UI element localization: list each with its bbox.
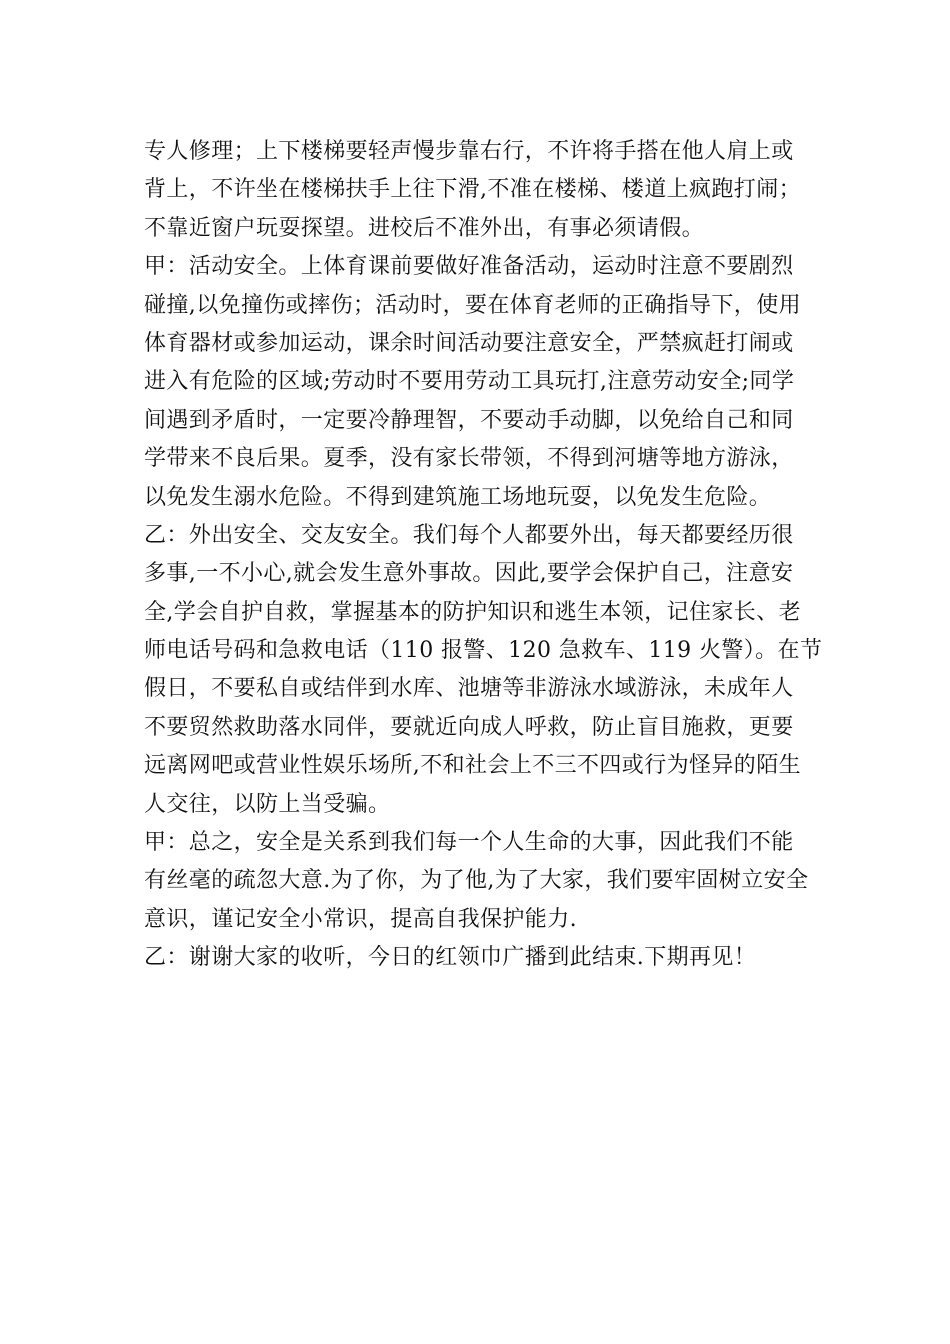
text-line: 间遇到矛盾时，一定要冷静理智，不要动手动脚，以免给自己和同 xyxy=(144,407,794,433)
text-line: 背上，不许坐在楼梯扶手上往下滑,不准在楼梯、楼道上疯跑打闹； xyxy=(144,177,801,203)
text-line: 不要贸然救助落水同伴，要就近向成人呼救，防止盲目施救，更要 xyxy=(144,714,794,740)
text-line: 学带来不良后果。夏季，没有家长带领，不得到河塘等地方游泳， xyxy=(144,446,794,472)
text-line: 意识，谨记安全小常识，提高自我保护能力. xyxy=(144,906,577,932)
text-line: 专人修理；上下楼梯要轻声慢步靠右行，不许将手搭在他人肩上或 xyxy=(144,139,794,164)
text-line: 多事,一不小心,就会发生意外事故。因此,要学会保护自己，注意安 xyxy=(144,561,794,587)
text-line: 进入有危险的区域;劳动时不要用劳动工具玩打,注意劳动安全;同学 xyxy=(144,369,795,395)
text-line: 甲：活动安全。上体育课前要做好准备活动，运动时注意不要剧烈 xyxy=(144,254,794,280)
text-line: 人交往，以防上当受骗。 xyxy=(144,791,391,817)
document-body xyxy=(144,133,824,978)
text-line: 全,学会自护自救，掌握基本的防护知识和逃生本领，记住家长、老 xyxy=(144,599,801,625)
text-line: 远离网吧或营业性娱乐场所,不和社会上不三不四或行为怪异的陌生 xyxy=(144,753,801,779)
text-line: 有丝毫的疏忽大意.为了你，为了他,为了大家，我们要牢固树立安全 xyxy=(144,868,809,894)
text-line: 不靠近窗户玩耍探望。进校后不准外出，有事必须请假。 xyxy=(144,215,705,241)
text-line: 体育器材或参加运动，课余时间活动要注意安全，严禁疯赶打闹或 xyxy=(144,330,794,356)
text-line: 乙：谢谢大家的收听，今日的红领巾广播到此结束.下期再见！ xyxy=(144,945,757,971)
text-line: 甲：总之，安全是关系到我们每一个人生命的大事，因此我们不能 xyxy=(144,830,794,856)
text-line: 以免发生溺水危险。不得到建筑施工场地玩耍，以免发生危险。 xyxy=(144,484,772,510)
text-line: 师电话号码和急救电话（110 报警、120 急救车、119 火警）。在节 xyxy=(144,638,823,664)
text-line: 乙：外出安全、交友安全。我们每个人都要外出，每天都要经历很 xyxy=(144,522,794,548)
text-line: 假日，不要私自或结伴到水库、池塘等非游泳水域游泳，未成年人 xyxy=(144,676,794,702)
text-line: 碰撞,以免撞伤或摔伤；活动时，要在体育老师的正确指导下，使用 xyxy=(144,292,801,318)
